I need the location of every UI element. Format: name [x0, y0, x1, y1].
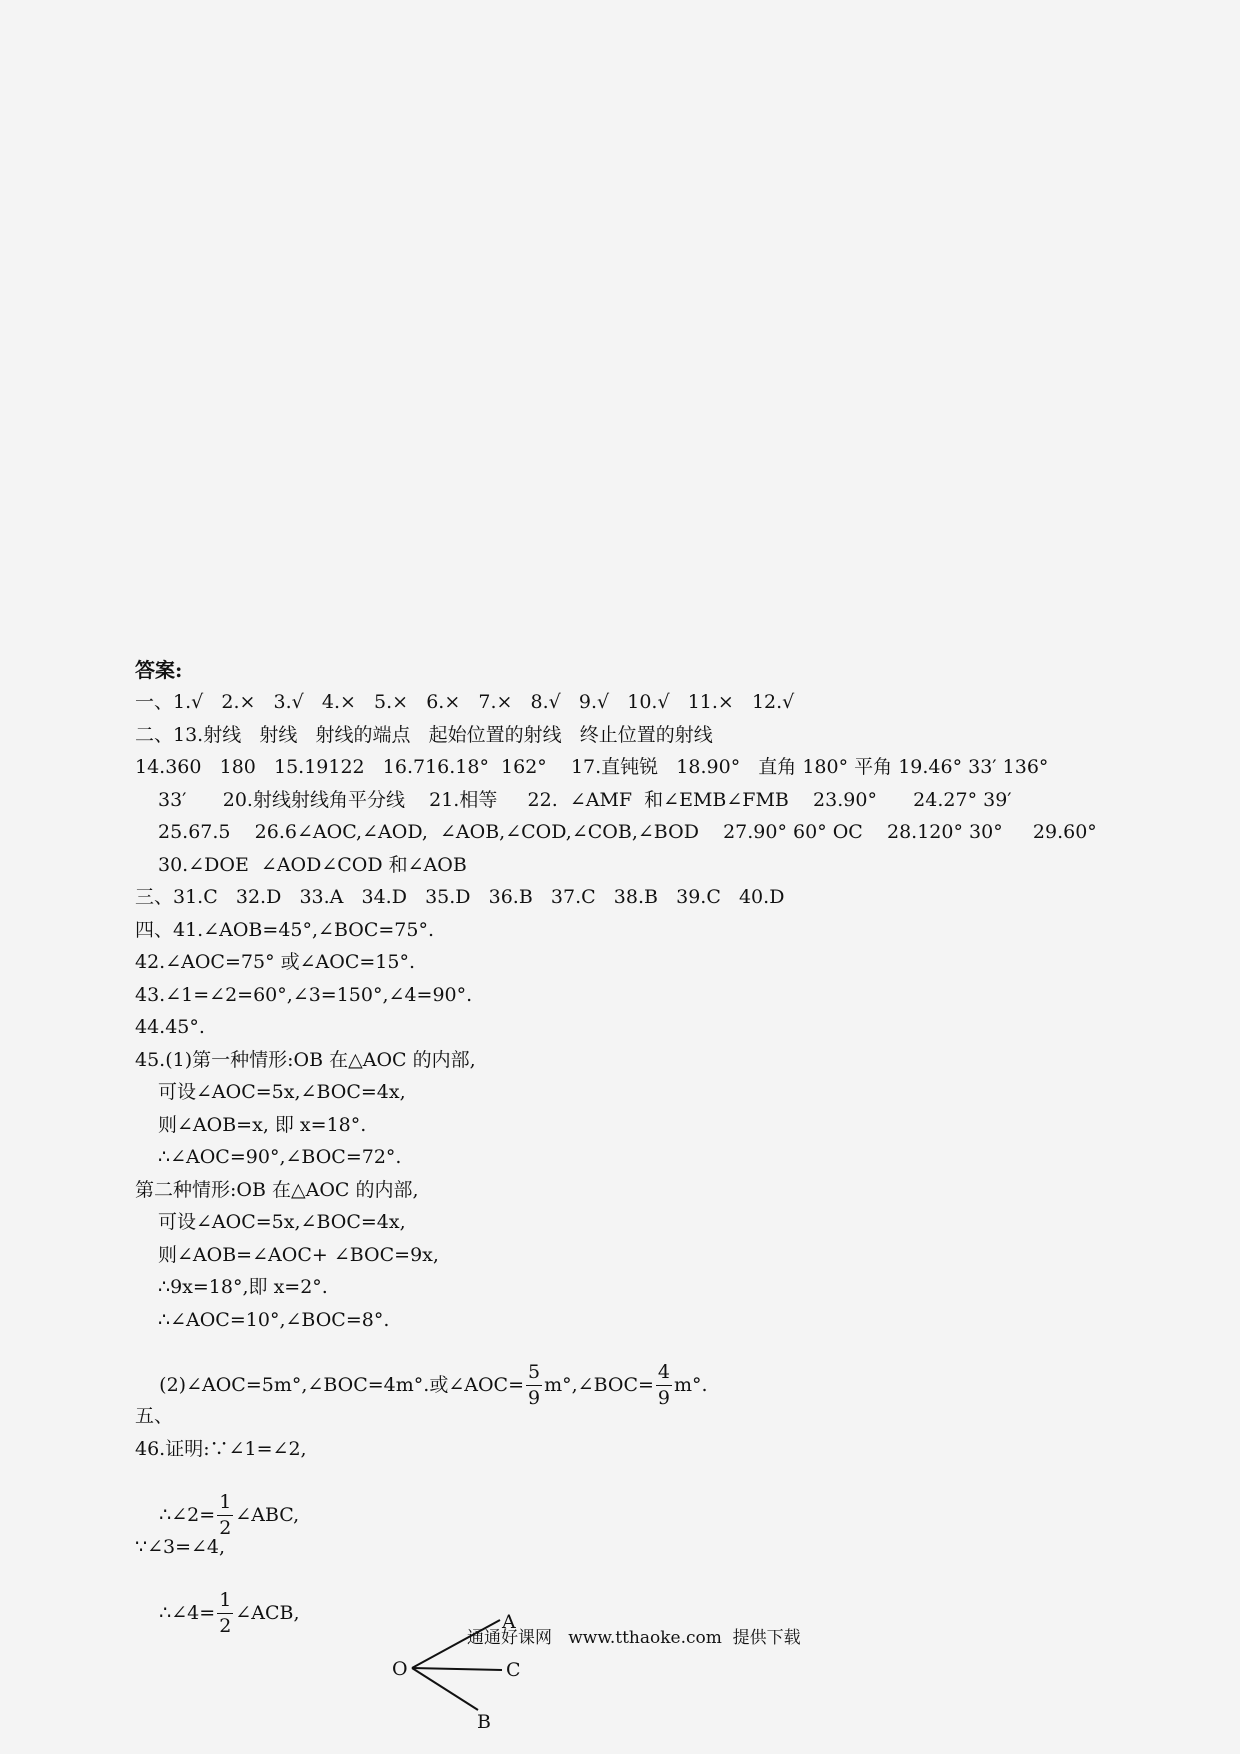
answer-line-30: 30.∠DOE ∠AOD∠COD 和∠AOB — [158, 854, 467, 876]
label-c: C — [506, 1659, 521, 1681]
part2-text-post: m°. — [674, 1373, 708, 1396]
answer-line-section-2: 二、13.射线 射线 射线的端点 起始位置的射线 终止位置的射线 — [135, 724, 713, 746]
proof-line-3: ∵∠3=∠4, — [135, 1536, 226, 1558]
fraction-numerator: 1 — [217, 1493, 233, 1516]
proof-line-1: 46.证明:∵∠1=∠2, — [135, 1438, 307, 1460]
answer-line-45-then1: 则∠AOB=x, 即 x=18°. — [158, 1114, 367, 1136]
fraction-4-9 — [656, 1363, 672, 1409]
fraction-denominator: 9 — [657, 1386, 671, 1409]
label-o: O — [392, 1658, 408, 1680]
answer-line-45-result1: ∴∠AOC=90°,∠BOC=72°. — [158, 1146, 402, 1168]
fraction-denominator: 2 — [219, 1614, 232, 1637]
answer-line-45-result2: ∴∠AOC=10°,∠BOC=8°. — [158, 1309, 390, 1331]
answer-line-section-1: 一、1.√ 2.× 3.√ 4.× 5.× 6.× 7.× 8.√ 9.√ 10.√ 11.× 12.√ — [135, 691, 795, 713]
fraction-numerator: 4 — [656, 1363, 672, 1386]
answer-line-42: 42.∠AOC=75° 或∠AOC=15°. — [135, 951, 415, 973]
label-b: B — [477, 1711, 491, 1730]
answer-line-45-then2: 则∠AOB=∠AOC+ ∠BOC=9x, — [158, 1244, 439, 1266]
answer-line-25-29: 25.67.5 26.6∠AOC,∠AOD, ∠AOB,∠COD,∠COB,∠BOD 27.90° 60° OC 28.120° 30° 29.60° — [158, 821, 1097, 843]
answer-line-45-let1: 可设∠AOC=5x,∠BOC=4x, — [158, 1081, 406, 1103]
answer-line-19-24: 33′ 20.射线射线角平分线 21.相等 22. ∠AMF 和∠EMB∠FMB 23.90° 24.27° 39′ — [158, 789, 1012, 811]
answer-line-45-solve2: ∴9x=18°,即 x=2°. — [158, 1276, 328, 1298]
proof-line-2-post: ∠ABC, — [235, 1503, 300, 1526]
label-a: A — [502, 1611, 516, 1633]
fraction-1-2 — [217, 1493, 233, 1539]
fraction-denominator: 2 — [219, 1516, 232, 1539]
answer-line-45-case2: 第二种情形:OB 在△AOC 的内部, — [135, 1179, 419, 1201]
fraction-numerator: 5 — [526, 1363, 542, 1386]
answer-line-43: 43.∠1=∠2=60°,∠3=150°,∠4=90°. — [135, 984, 473, 1006]
answer-line-41: 四、41.∠AOB=45°,∠BOC=75°. — [135, 919, 435, 941]
answer-line-14-19: 14.360 180 15.19122 16.716.18° 162° 17.直钝锐 18.90° 直角 180° 平角 19.46° 33′ 136° — [135, 756, 1049, 778]
proof-line-4 — [135, 1572, 299, 1656]
answer-line-45-let2: 可设∠AOC=5x,∠BOC=4x, — [158, 1211, 406, 1233]
proof-line-4-post: ∠ACB, — [235, 1601, 300, 1624]
fraction-5-9 — [526, 1363, 542, 1409]
answers-heading: 答案: — [135, 658, 183, 682]
ray-ob — [412, 1668, 478, 1710]
angle-figure — [380, 1600, 540, 1730]
part2-text-pre: (2)∠AOC=5m°,∠BOC=4m°.或∠AOC= — [159, 1373, 524, 1396]
fraction-numerator: 1 — [217, 1591, 233, 1614]
answer-line-45-case1: 45.(1)第一种情形:OB 在△AOC 的内部, — [135, 1049, 476, 1071]
answer-line-44: 44.45°. — [135, 1016, 205, 1038]
ray-oc — [412, 1668, 502, 1670]
answer-line-section-3: 三、31.C 32.D 33.A 34.D 35.D 36.B 37.C 38.B 39.C 40.D — [135, 886, 785, 908]
fraction-1-2 — [217, 1591, 233, 1637]
footer-watermark: 通通好课网 www.tthaoke.com 提供下载 — [467, 1628, 801, 1648]
proof-line-2-pre: ∴∠2= — [159, 1503, 216, 1526]
part2-text-mid: m°,∠BOC= — [544, 1373, 654, 1396]
section-5-heading: 五、 — [135, 1405, 174, 1427]
proof-line-4-pre: ∴∠4= — [159, 1601, 216, 1624]
fraction-denominator: 9 — [528, 1386, 541, 1409]
answer-line-45-part2 — [135, 1344, 708, 1428]
